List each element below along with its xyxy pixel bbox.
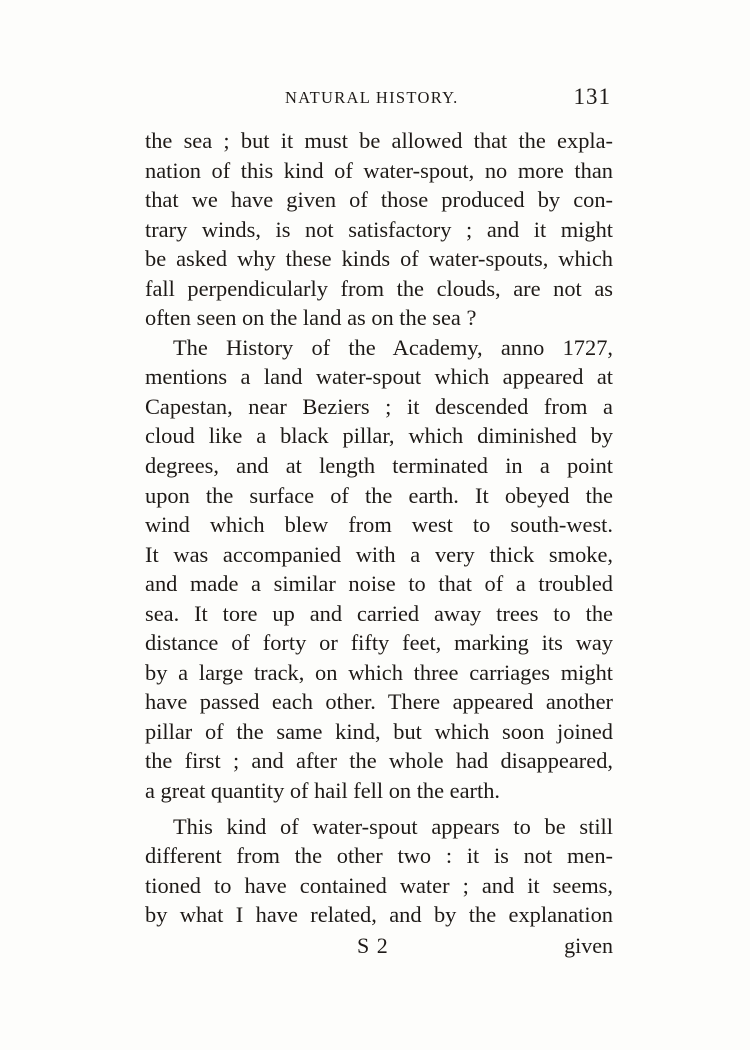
text-line: trary winds, is not satisfactory ; and it might xyxy=(145,216,613,242)
text-line: sea. It tore up and carried away trees to the xyxy=(145,600,613,626)
page-number: 131 xyxy=(573,84,611,109)
text-line: mentions a land water-spout which appeared at xyxy=(145,364,613,390)
text-line: different from the other two : it is not men- xyxy=(145,843,613,869)
text-line: often seen on the land as on the sea ? xyxy=(145,305,477,331)
text-line: have passed each other. There appeared another xyxy=(145,689,613,715)
signature-mark: S 2 xyxy=(357,933,389,958)
text-line: wind which blew from west to south-west. xyxy=(145,512,613,538)
text-line: fall perpendicularly from the clouds, are not as xyxy=(145,275,613,301)
page-footer xyxy=(145,933,613,963)
text-line: a great quantity of hail fell on the earth. xyxy=(145,778,501,804)
text-line: be asked why these kinds of water-spouts, which xyxy=(145,246,613,272)
text-line: cloud like a black pillar, which diminished by xyxy=(145,423,613,449)
text-line: It was accompanied with a very thick smoke, xyxy=(145,541,613,567)
running-title: NATURAL HISTORY. xyxy=(285,88,459,107)
text-line: and made a similar noise to that of a troubled xyxy=(145,571,613,597)
catchword: given xyxy=(564,933,613,958)
text-line: The History of the Academy, anno 1727, xyxy=(173,334,613,360)
text-line: upon the surface of the earth. It obeyed the xyxy=(145,482,613,508)
text-line: tioned to have contained water ; and it seems, xyxy=(145,872,613,898)
text-line: the sea ; but it must be allowed that the expla- xyxy=(145,128,613,153)
text-line: This kind of water-spout appears to be still xyxy=(173,813,613,839)
body-text xyxy=(145,126,613,930)
text-line: Capestan, near Beziers ; it descended from a xyxy=(145,393,613,419)
text-line: degrees, and at length terminated in a point xyxy=(145,453,613,479)
text-line: by a large track, on which three carriages might xyxy=(145,659,613,685)
text-line: the first ; and after the whole had disappeared, xyxy=(145,748,613,774)
text-line: by what I have related, and by the explanation xyxy=(145,902,613,928)
text-line: pillar of the same kind, but which soon joined xyxy=(145,718,613,744)
text-line: distance of forty or fifty feet, marking its way xyxy=(145,630,613,656)
text-line: nation of this kind of water-spout, no more than xyxy=(145,157,613,183)
running-head xyxy=(145,86,615,116)
text-line: that we have given of those produced by con- xyxy=(145,187,613,213)
